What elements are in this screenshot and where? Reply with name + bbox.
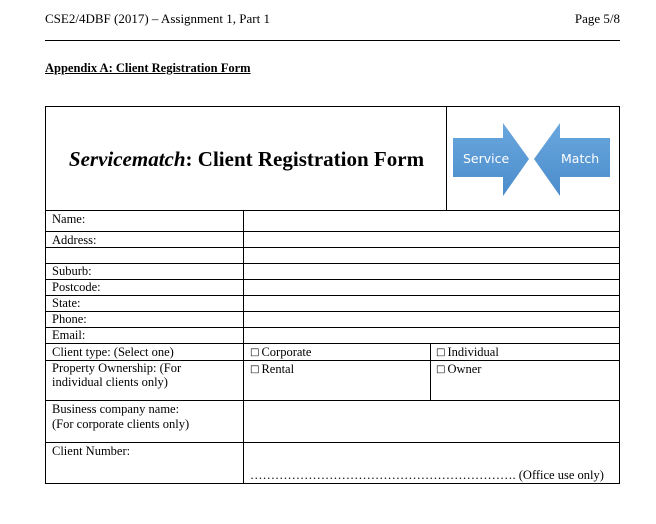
postcode-field[interactable] bbox=[244, 280, 619, 295]
converging-arrows-icon bbox=[447, 107, 620, 211]
client-type-label: Client type: (Select one) bbox=[52, 345, 174, 359]
owner-option-label: Owner bbox=[447, 362, 482, 376]
form-title-text: : Client Registration Form bbox=[185, 146, 425, 171]
state-field[interactable] bbox=[244, 296, 619, 311]
name-label: Name: bbox=[52, 212, 86, 226]
servicematch-logo bbox=[447, 107, 620, 211]
logo-service-text: Service bbox=[463, 151, 510, 166]
appendix-heading: Appendix A: Client Registration Form bbox=[45, 61, 251, 75]
email-field[interactable] bbox=[244, 328, 619, 343]
name-field[interactable] bbox=[244, 211, 619, 231]
header-rule bbox=[45, 40, 620, 41]
phone-label: Phone: bbox=[52, 312, 87, 326]
suburb-label: Suburb: bbox=[52, 264, 92, 278]
property-ownership-label-line2: individual clients only) bbox=[52, 375, 168, 389]
address-field[interactable] bbox=[244, 232, 619, 263]
address-label: Address: bbox=[52, 233, 97, 247]
phone-field[interactable] bbox=[244, 312, 619, 327]
individual-checkbox[interactable]: □ bbox=[436, 347, 446, 358]
email-label: Email: bbox=[52, 328, 86, 342]
suburb-field[interactable] bbox=[244, 264, 619, 279]
rental-checkbox[interactable]: □ bbox=[250, 364, 260, 375]
row-rule bbox=[46, 343, 619, 344]
property-ownership-label-line1: Property Ownership: (For bbox=[52, 361, 182, 375]
logo-match-text: Match bbox=[561, 151, 600, 166]
page-number: Page 5/8 bbox=[574, 11, 620, 26]
business-name-label-line1: Business company name: bbox=[52, 402, 180, 416]
corporate-checkbox[interactable]: □ bbox=[250, 347, 260, 358]
corporate-option[interactable] bbox=[250, 345, 311, 361]
corporate-option-label: Corporate bbox=[261, 345, 312, 359]
client-registration-form bbox=[45, 106, 620, 484]
form-title bbox=[46, 107, 447, 211]
business-name-field[interactable] bbox=[244, 401, 619, 442]
brand-name: Servicematch bbox=[68, 146, 186, 171]
row-rule bbox=[46, 442, 619, 443]
option-column-divider bbox=[430, 343, 431, 401]
page-header-course: CSE2/4DBF (2017) – Assignment 1, Part 1 bbox=[45, 11, 270, 26]
client-number-label: Client Number: bbox=[52, 444, 131, 458]
individual-option-label: Individual bbox=[447, 345, 499, 359]
rental-option-label: Rental bbox=[261, 362, 295, 376]
individual-option[interactable] bbox=[436, 345, 499, 361]
business-name-label-line2: (For corporate clients only) bbox=[52, 417, 190, 431]
postcode-label: Postcode: bbox=[52, 280, 101, 294]
rental-option[interactable] bbox=[250, 362, 294, 378]
office-use-line: ………………………………………………………. (Office use only) bbox=[250, 468, 604, 482]
owner-option[interactable] bbox=[436, 362, 481, 378]
owner-checkbox[interactable]: □ bbox=[436, 364, 446, 375]
state-label: State: bbox=[52, 296, 81, 310]
